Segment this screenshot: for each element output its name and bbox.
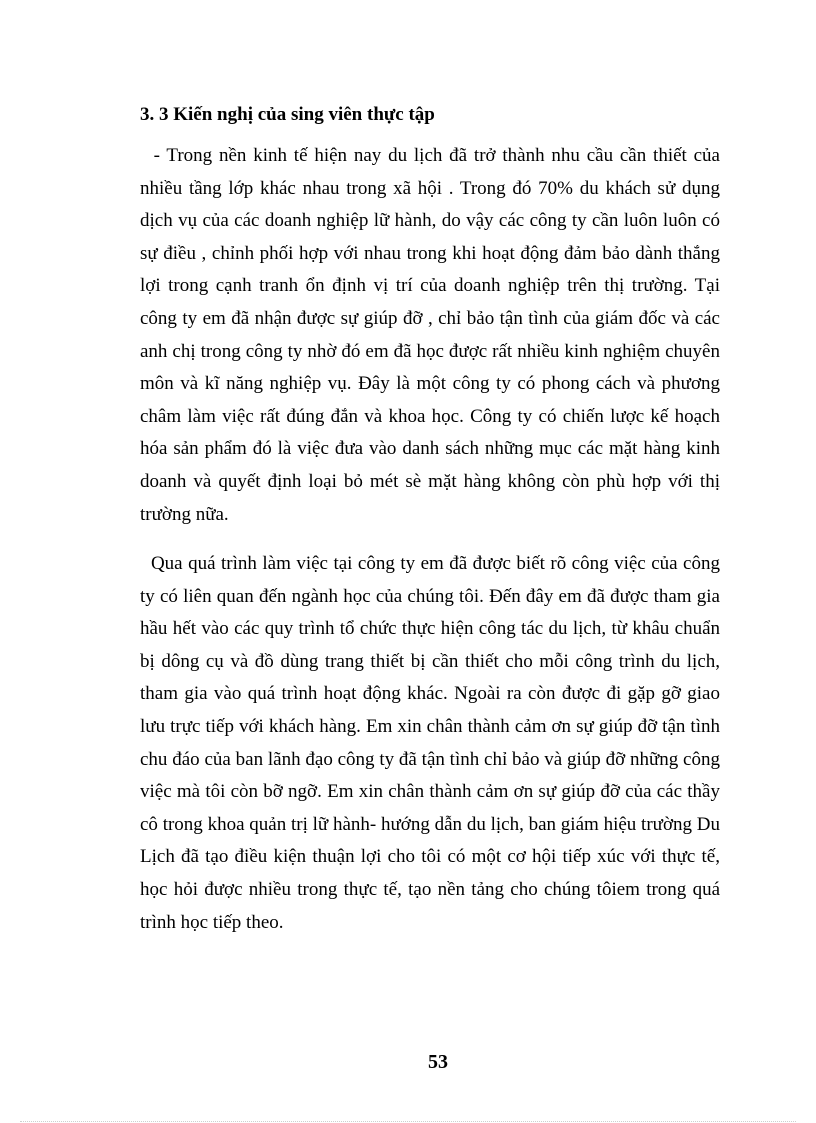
page-number: 53 (428, 1051, 448, 1073)
paragraph-recommendations: - Trong nền kinh tế hiện nay du lịch đã trở thành nhu cầu cần thiết của nhiều tầng lớp khác nhau trong xã hội . Trong đó 70% du khách sử dụng dịch vụ của các doanh nghiệp lữ hành, do vậy các công ty cần luôn luôn có sự điều , chỉnh phối hợp với nhau trong khi hoạt động đảm bảo dành thắng lợi trong cạnh tranh ổn định vị trí của doanh nghiệp trên thị trường. Tại công ty em đã nhận được sự giúp đỡ , chỉ bảo tận tình của giám đốc và các anh chị trong công ty nhờ đó em đã học được rất nhiều kinh nghiệm chuyên môn và kĩ năng nghiệp vụ. Đây là một công ty có phong cách và phương châm làm việc rất đúng đắn và khoa học. Công ty có chiến lược kế hoạch hóa sản phẩm đó là việc đưa vào danh sách những mục các mặt hàng kinh doanh và quyết định loại bỏ mét sè mặt hàng không còn phù hợp với thị trường nữa. (140, 145, 720, 525)
page-bottom-divider (20, 1121, 796, 1122)
section-heading: 3. 3 Kiến nghị của sing viên thực tập (140, 104, 435, 125)
paragraph-internship-experience: Qua quá trình làm việc tại công ty em đã được biết rõ công việc của công ty có liên quan đến ngành học của chúng tôi. Đến đây em đã được tham gia hầu hết vào các quy trình tổ chức thực hiện công tác du lịch, từ khâu chuẩn bị dông cụ và đồ dùng trang thiết bị cần thiết cho mỗi công trình du lịch, tham gia vào quá trình hoạt động khác. Ngoài ra còn được đi gặp gỡ giao lưu trực tiếp với khách hàng. Em xin chân thành cảm ơn sự giúp đỡ tận tình chu đáo của ban lãnh đạo công ty đã tận tình chỉ bảo và giúp đỡ những công việc mà tôi còn bỡ ngỡ. Em xin chân thành cảm ơn sự giúp đỡ của các thầy cô trong khoa quản trị lữ hành- hướng dẫn du lịch, ban giám hiệu trường Du Lịch đã tạo điều kiện thuận lợi cho tôi có một cơ hội tiếp xúc với thực tế, học hỏi được nhiều trong thực tế, tạo nền tảng cho chúng tôiem trong quá trình học tiếp theo. (140, 553, 720, 933)
